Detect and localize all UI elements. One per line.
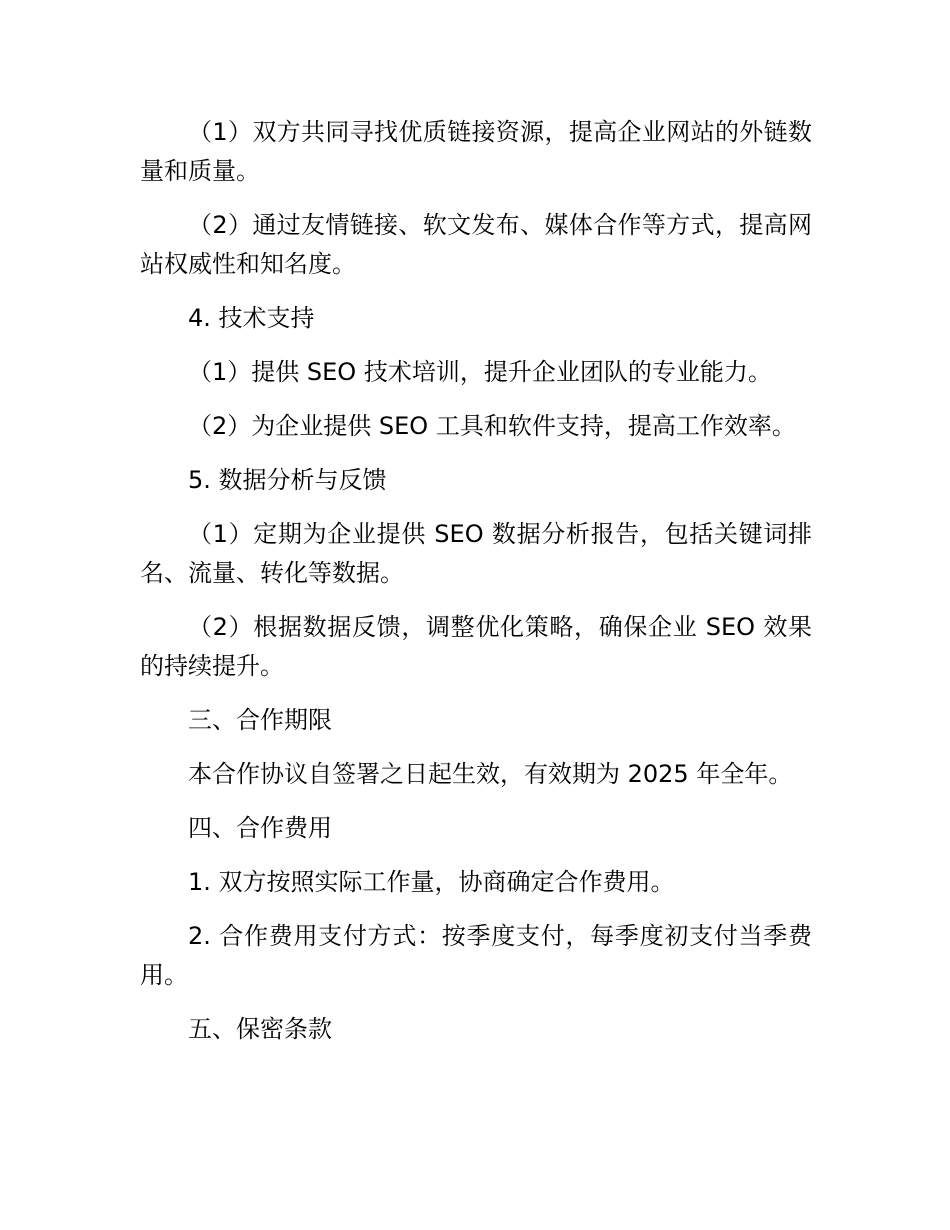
paragraph-fee-negotiation: 1. 双方按照实际工作量，协商确定合作费用。 — [188, 868, 675, 896]
paragraph-link-resources: （1）双方共同寻找优质链接资源，提高企业网站的外链数量和质量。 — [140, 118, 812, 185]
heading-technical-support: 4. 技术支持 — [188, 304, 315, 332]
heading-cooperation-term: 三、合作期限 — [188, 706, 332, 734]
heading-cooperation-fees: 四、合作费用 — [188, 814, 332, 842]
paragraph-payment-method: 2. 合作费用支付方式：按季度支付，每季度初支付当季费用。 — [140, 922, 812, 989]
paragraph-seo-training: （1）提供 SEO 技术培训，提升企业团队的专业能力。 — [188, 358, 772, 386]
paragraph-friendly-links: （2）通过友情链接、软文发布、媒体合作等方式，提高网站权威性和知名度。 — [140, 211, 812, 278]
heading-data-analysis: 5. 数据分析与反馈 — [188, 466, 387, 494]
paragraph-term-validity: 本合作协议自签署之日起生效，有效期为 2025 年全年。 — [188, 760, 793, 788]
paragraph-seo-tools: （2）为企业提供 SEO 工具和软件支持，提高工作效率。 — [188, 412, 796, 440]
document-body — [140, 113, 812, 1064]
heading-confidentiality: 五、保密条款 — [188, 1015, 332, 1043]
paragraph-strategy-adjustment: （2）根据数据反馈，调整优化策略，确保企业 SEO 效果的持续提升。 — [140, 613, 812, 680]
paragraph-analysis-reports: （1）定期为企业提供 SEO 数据分析报告，包括关键词排名、流量、转化等数据。 — [140, 520, 812, 587]
